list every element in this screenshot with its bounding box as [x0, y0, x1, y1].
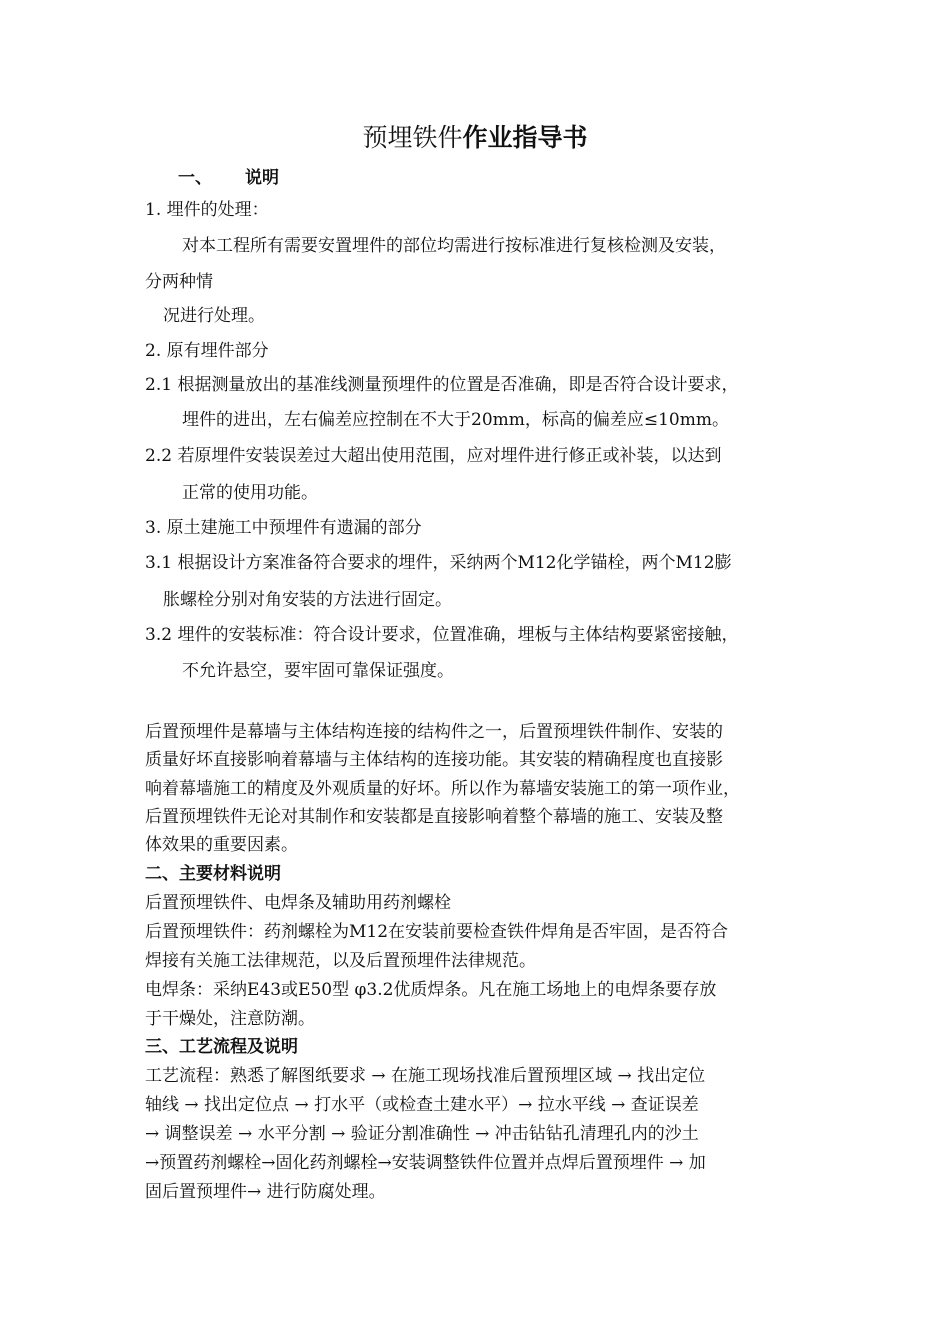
title-part-regular: 预埋铁件	[362, 123, 463, 152]
line-10: 3. 原土建施工中预埋件有遗漏的部分	[145, 518, 422, 538]
material-line-2: 后置预埋铁件：药剂螺栓为M12在安装前要检查铁件焊角是否牢固，是否符合	[145, 922, 729, 942]
flow-line-3: → 调整误差 → 水平分割 → 验证分割准确性 → 冲击钻钻孔清理孔内的沙土	[145, 1124, 699, 1144]
document-title	[0, 120, 950, 156]
line-11: 3.1 根据设计方案准备符合要求的埋件，采纳两个M12化学锚栓，两个M12膨	[145, 553, 732, 573]
material-line-4: 电焊条：采纳E43或E50型 φ3.2优质焊条。凡在施工场地上的电焊条要存放	[145, 980, 717, 1000]
line-1: 1. 埋件的处理：	[145, 200, 269, 220]
line-4: 况进行处理。	[163, 306, 265, 326]
flow-line-2: 轴线 → 找出定位点 → 打水平（或检查土建水平）→ 拉水平线 → 查证误差	[145, 1095, 699, 1115]
paragraph-line-5: 体效果的重要因素。	[145, 835, 298, 855]
material-line-5: 于干燥处，注意防潮。	[145, 1009, 315, 1029]
section-1-number: 一、	[178, 168, 212, 188]
line-8: 2.2 若原埋件安装误差过大超出使用范围，应对埋件进行修正或补装，以达到	[145, 446, 722, 466]
line-6: 2.1 根据测量放出的基准线测量预埋件的位置是否准确，即是否符合设计要求，	[145, 375, 739, 395]
paragraph-line-3: 响着幕墙施工的精度及外观质量的好坏。所以作为幕墙安装施工的第一项作业，	[145, 779, 740, 799]
material-line-3: 焊接有关施工法律规范，以及后置预埋件法律规范。	[145, 951, 536, 971]
section-2-heading: 二、主要材料说明	[145, 864, 281, 884]
line-7: 埋件的进出，左右偏差应控制在不大于20mm，标高的偏差应≤10mm。	[182, 410, 729, 430]
section-3-heading: 三、工艺流程及说明	[145, 1037, 298, 1057]
paragraph-line-1: 后置预埋件是幕墙与主体结构连接的结构件之一，后置预埋铁件制作、安装的	[145, 722, 723, 742]
line-14: 不允许悬空，要牢固可靠保证强度。	[182, 661, 454, 681]
section-1-heading: 说明	[245, 168, 279, 188]
flow-line-4: →预置药剂螺栓→固化药剂螺栓→安装调整铁件位置并点焊后置预埋件 → 加	[145, 1153, 706, 1173]
line-12: 胀螺栓分别对角安装的方法进行固定。	[163, 590, 452, 610]
flow-line-5: 固后置预埋件→ 进行防腐处理。	[145, 1182, 386, 1202]
title-part-bold: 作业指导书	[462, 123, 588, 152]
line-13: 3.2 埋件的安装标准：符合设计要求，位置准确，埋板与主体结构要紧密接触，	[145, 625, 739, 645]
line-2: 对本工程所有需要安置埋件的部位均需进行按标准进行复核检测及安装，	[182, 236, 726, 256]
line-9: 正常的使用功能。	[182, 483, 318, 503]
line-5: 2. 原有埋件部分	[145, 341, 269, 361]
line-3: 分两种情	[145, 272, 213, 292]
paragraph-line-4: 后置预埋铁件无论对其制作和安装都是直接影响着整个幕墙的施工、安装及整	[145, 807, 723, 827]
paragraph-line-2: 质量好坏直接影响着幕墙与主体结构的连接功能。其安装的精确程度也直接影	[145, 750, 723, 770]
flow-line-1: 工艺流程：熟悉了解图纸要求 → 在施工现场找准后置预埋区域 → 找出定位	[145, 1066, 706, 1086]
material-line-1: 后置预埋铁件、电焊条及辅助用药剂螺栓	[145, 893, 451, 913]
